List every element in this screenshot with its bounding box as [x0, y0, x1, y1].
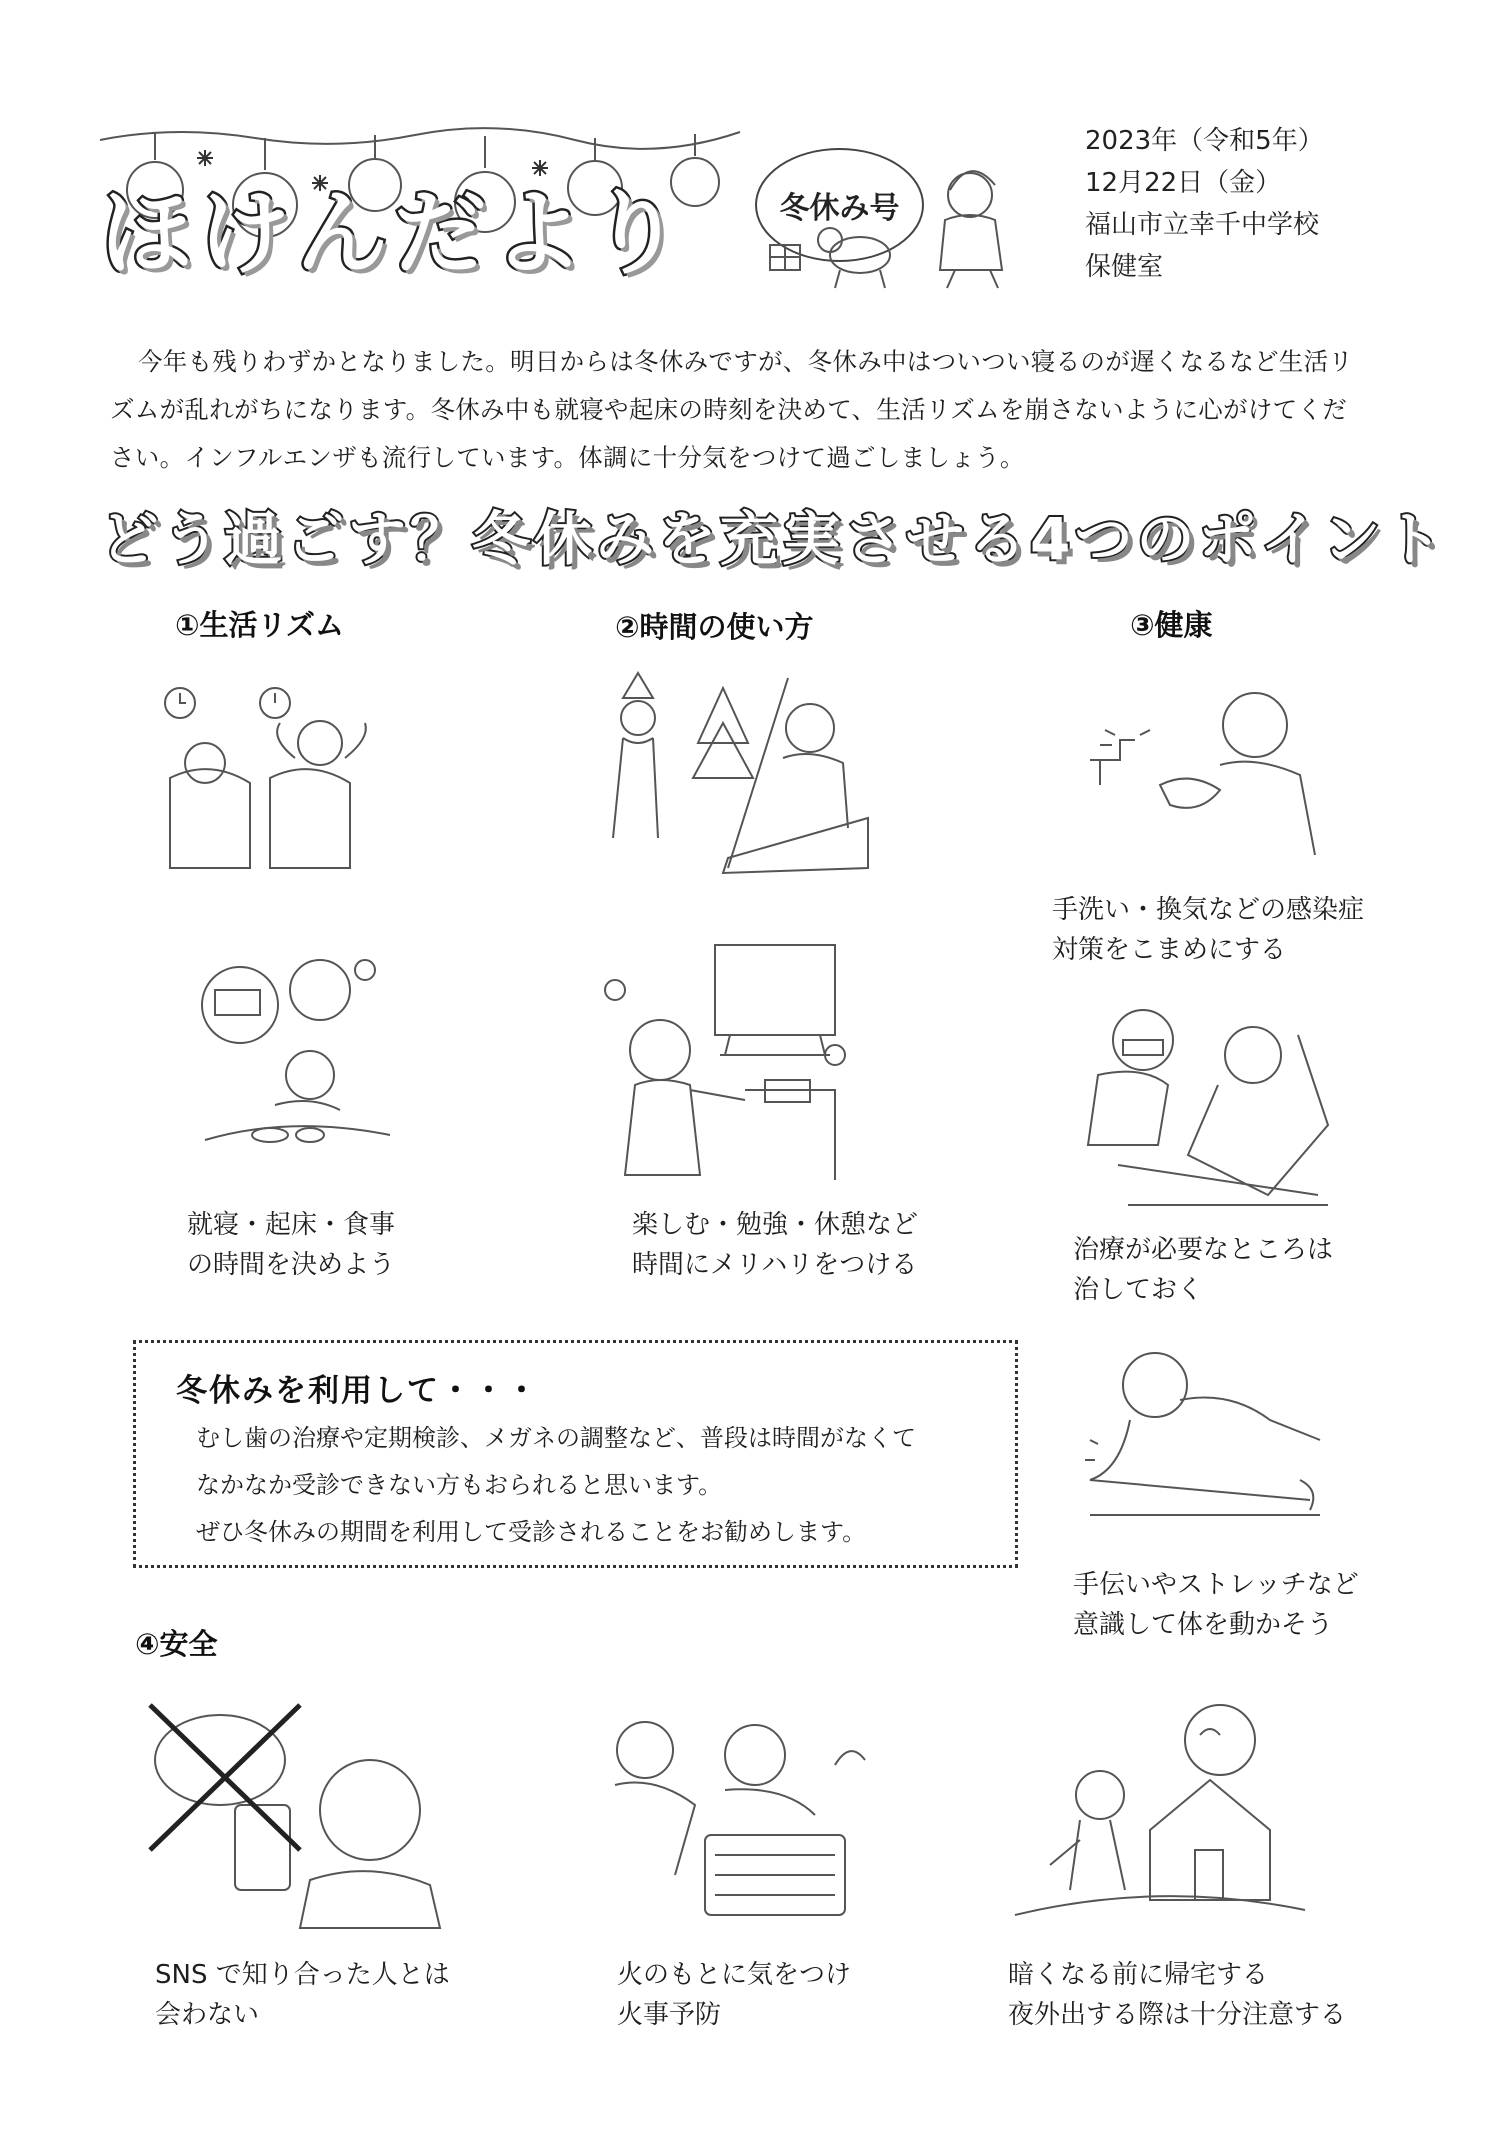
- caption-sns-line2: 会わない: [155, 2000, 260, 2030]
- caption-handwash-line1: 手洗い・換気などの感染症: [1052, 895, 1365, 925]
- caption-time: [632, 1205, 918, 1285]
- caption-rhythm-line1: 就寝・起床・食事: [187, 1210, 396, 1240]
- heading-safety: ④安全: [135, 1627, 218, 1661]
- caption-dentist: [1073, 1230, 1333, 1310]
- caption-fire-line1: 火のもとに気をつけ: [617, 1960, 852, 1990]
- caption-dentist-line2: 治しておく: [1073, 1275, 1204, 1305]
- caption-stretch-line2: 意識して体を動かそう: [1073, 1610, 1334, 1640]
- walking-home-at-night-icon: [1010, 1700, 1310, 1930]
- caption-time-line2: 時間にメリハリをつける: [632, 1250, 918, 1280]
- issue-label-text: 冬休み号: [779, 191, 900, 226]
- heading-time: ②時間の使い方: [615, 610, 814, 644]
- intro-paragraph: 今年も残りわずかとなりました。明日からは冬休みですが、冬休み中はついつい寝るのが遅くなるなど生活リズムが乱れがちになります。冬休み中も就寝や起床の時刻を決めて、生活リズムを崩さないように心がけてください。インフルエンザも流行しています。体調に十分気をつけて過ごしましょう。: [110, 347, 1354, 472]
- caption-sns-line1: SNS で知り合った人とは: [155, 1960, 450, 1990]
- heading-health: ③健康: [1130, 608, 1213, 642]
- caption-rhythm-line2: の時間を決めよう: [187, 1250, 396, 1280]
- newsletter-title: ほけんだより: [100, 180, 689, 287]
- issue-meta: [1085, 120, 1324, 288]
- caption-fire-line2: 火事予防: [617, 2000, 722, 2030]
- caption-dentist-line1: 治療が必要なところは: [1073, 1235, 1334, 1265]
- caption-handwash-line2: 対策をこまめにする: [1052, 935, 1287, 965]
- christmas-party-and-study-icon: [598, 668, 873, 878]
- fire-prevention-icon: [585, 1705, 880, 1925]
- notice-line-1: むし歯の治療や定期検診、メガネの調整など、普段は時間がなくて: [196, 1424, 916, 1452]
- sns-warning-icon: [140, 1700, 450, 1930]
- caption-rhythm: [187, 1205, 395, 1285]
- caption-sns: [155, 1955, 450, 2035]
- caption-time-line1: 楽しむ・勉強・休憩など: [632, 1210, 919, 1240]
- main-headline: どう過ごす？冬休みを充実させる4つのポイント: [100, 505, 1447, 573]
- notice-box: [133, 1340, 1018, 1568]
- notice-line-3: ぜひ冬休みの期間を利用して受診されることをお勧めします。: [196, 1518, 867, 1546]
- child-watching-tv-icon: [595, 935, 860, 1190]
- child-eating-meal-icon: [190, 955, 395, 1160]
- stretching-icon: [1070, 1340, 1335, 1530]
- children-in-bed-with-clocks-icon: [150, 668, 395, 878]
- caption-stretch-line1: 手伝いやストレッチなど: [1073, 1570, 1359, 1600]
- santa-reindeer-icon: [740, 150, 1040, 295]
- caption-stretch: [1073, 1565, 1359, 1645]
- caption-night-line2: 夜外出する際は十分注意する: [1008, 2000, 1347, 2030]
- caption-handwash: [1052, 890, 1364, 970]
- notice-title: 冬休みを利用して・・・: [176, 1373, 539, 1409]
- school-name: 福山市立幸千中学校: [1085, 210, 1320, 240]
- office-name: 保健室: [1085, 252, 1164, 282]
- issue-year: 2023年（令和5年）: [1085, 126, 1324, 156]
- caption-night-line1: 暗くなる前に帰宅する: [1008, 1960, 1269, 1990]
- caption-fire: [617, 1955, 851, 2035]
- heading-rhythm: ①生活リズム: [175, 608, 344, 642]
- notice-body: [196, 1415, 916, 1556]
- issue-date: 12月22日（金）: [1085, 168, 1282, 198]
- caption-night: [1008, 1955, 1346, 2035]
- notice-line-2: なかなか受診できない方もおられると思います。: [196, 1471, 723, 1499]
- dental-checkup-icon: [1068, 995, 1338, 1215]
- hand-washing-icon: [1080, 675, 1350, 860]
